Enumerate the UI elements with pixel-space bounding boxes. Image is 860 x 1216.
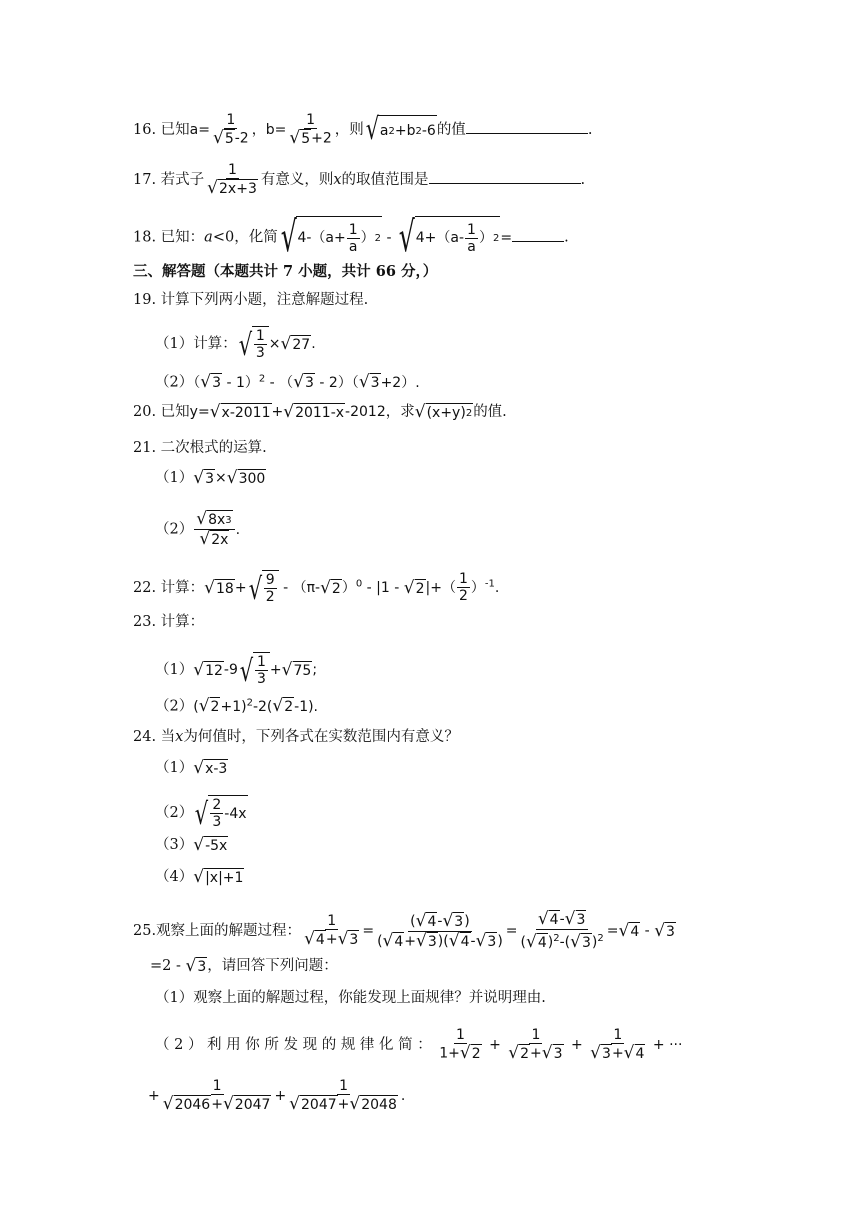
q17-text-1: 若式子	[160, 172, 205, 188]
q16-a-def: a= 1 √ 5 -2 ，b= 1 √ 5 +2	[189, 112, 332, 148]
q24-part-1	[155, 758, 228, 778]
q17-x: x	[333, 172, 342, 188]
q17-text-2: 有意义，则	[260, 172, 334, 188]
q23-part-2-label: （2）	[155, 698, 194, 715]
q25-sqrt3: √ 3	[185, 955, 207, 976]
q18-text-1: 已知：	[160, 229, 205, 246]
q25-line-2-a: =2 -	[150, 958, 186, 974]
q24-part-2	[155, 795, 248, 831]
question-24	[133, 727, 459, 747]
q25-line-2-b: ，请回答下列问题：	[207, 958, 338, 974]
q22-number: 22.	[133, 580, 157, 596]
q25-subquestion-2	[155, 1027, 682, 1063]
q25-line-2	[150, 956, 338, 976]
q18-answer-blank[interactable]	[512, 229, 564, 242]
q19-part-1-label: （1）计算：	[155, 336, 237, 352]
q24-x: x	[175, 729, 184, 745]
q19-part-2-expr: （ √ 3 - 1）$^2$ - （ √ 3 - 2）（ √ 3 +2）.	[193, 372, 420, 393]
q19-part-1	[155, 326, 316, 362]
q25-text-1: 观察上面的解题过程：	[156, 923, 302, 940]
q18-number: 18.	[133, 229, 157, 246]
question-25	[133, 910, 676, 952]
q24-part-2-label: （2）	[155, 805, 194, 821]
q16-text-value: 的值	[436, 122, 466, 138]
q16-expression: √ a 2 +b 2 -6	[365, 111, 436, 147]
q16-text-then: ，则	[334, 122, 364, 138]
q17-text-3: 的取值范围是	[341, 172, 429, 188]
q16-text-known: 已知	[160, 122, 190, 138]
question-17	[133, 162, 585, 198]
q24-text-1: 当	[160, 729, 176, 745]
q20-text-2: ，求	[385, 404, 415, 420]
q20-number: 20.	[133, 404, 157, 420]
q24-part-4-expr: √ |x|+1	[193, 866, 244, 887]
q25-sum-part-1: 1 1+ √ 2 + 1 √ 2 + √ 3 + 1 √ 3 + √ 4 + ···	[439, 1027, 683, 1063]
q24-part-3	[155, 835, 228, 855]
q23-part-2-expr: ( √ 2 +1)$^2$-2( √ 2 -1).	[193, 696, 319, 717]
q25-derivation: 1 √ 4 + √ 3 = ( √ 4 - √ 3 ) ( √ 4 + √ 3 )( √ 4 - √ 3 ) = √ 4 - √ 3 ( √ 4 )$^2$-( √ 3 )$^2$ = √ 4 - √ 3	[304, 909, 675, 953]
question-18	[133, 212, 569, 261]
q21-part-2-label: （2）	[155, 521, 194, 538]
q24-part-1-expr: √ x-3	[193, 757, 228, 778]
q21-part-2	[155, 510, 240, 549]
q21-part-1-label: （1）	[155, 470, 194, 486]
q23-title: 计算：	[160, 614, 205, 630]
q18-a: a	[204, 229, 213, 246]
q23-part-2	[155, 693, 318, 717]
q19-part-1-expr: √ 1 3 × √ 27 .	[238, 328, 316, 363]
q18-period: .	[564, 229, 569, 246]
q20-expression: √ (x+y) 2	[414, 401, 473, 422]
question-22	[133, 570, 499, 606]
q24-number: 24.	[133, 729, 157, 745]
q19-part-2-label: （2）	[155, 374, 194, 391]
section-3-heading: 三、解答题（本题共计 7 小题，共计 66 分，）	[133, 263, 438, 280]
q25-sum-line-2	[148, 1078, 405, 1114]
q23-part-1-label: （1）	[155, 662, 194, 678]
q21-number: 21.	[133, 440, 157, 456]
q19-part-2	[155, 369, 420, 393]
q18-expression: √ 4-（a+ 1 a ） 2 - √ 4+（a- 1 a ） 2 =	[280, 212, 513, 261]
question-23	[133, 612, 204, 632]
q20-text-3: 的值.	[473, 404, 507, 420]
q25-number: 25.	[133, 923, 157, 940]
q16-answer-blank[interactable]	[466, 121, 588, 134]
q24-part-2-expr: √ 2 3 -4x	[194, 797, 247, 832]
q16-number: 16.	[133, 122, 157, 138]
q16-period: .	[587, 122, 593, 138]
question-20	[133, 402, 507, 422]
q19-number: 19.	[133, 292, 157, 308]
q23-part-1	[155, 652, 317, 688]
q21-part-1-expr: √ 3 × √ 300	[193, 467, 266, 488]
q17-period: .	[580, 172, 586, 188]
q24-part-3-expr: √ -5x	[193, 834, 228, 855]
question-21	[133, 438, 267, 458]
q22-text-1: 计算：	[160, 580, 205, 596]
q24-part-3-label: （3）	[155, 837, 194, 853]
q20-text-1: 已知	[160, 404, 190, 420]
question-16	[133, 112, 592, 148]
q24-part-1-label: （1）	[155, 760, 194, 776]
q20-condition: y= √ x-2011 + √ 2011-x -2012	[189, 401, 386, 422]
q24-part-4	[155, 867, 244, 887]
q21-part-1	[155, 468, 266, 488]
q23-part-1-expr: √ 12 -9 √ 1 3 + √ 75 ;	[193, 654, 318, 689]
q21-title: 二次根式的运算.	[160, 440, 267, 456]
q25-subquestion-1: （1）观察上面的解题过程，你能发现上面规律？并说明理由.	[155, 990, 546, 1006]
q17-answer-blank[interactable]	[429, 171, 581, 184]
q17-fraction: 1 √ 2x+3	[207, 162, 257, 198]
q25-sum-part-2: + 1 √ 2046 + √ 2047 + 1 √ 2047 + √ 2048 .	[148, 1078, 406, 1114]
q21-part-2-expr: √ 8x 3 √ 2x .	[196, 509, 241, 549]
q18-text-2: <0，化简	[212, 229, 278, 246]
q25-subquestion-2-text: （ 2 ） 利 用 你 所 发 现 的 规 律 化 简 ：	[155, 1037, 432, 1053]
question-19	[133, 290, 368, 310]
q24-text-2: 为何值时，下列各式在实数范围内有意义？	[183, 729, 459, 745]
q19-title: 计算下列两小题，注意解题过程.	[160, 292, 369, 308]
q23-number: 23.	[133, 614, 157, 630]
q24-part-4-label: （4）	[155, 869, 194, 885]
q22-expression: √ 18 + √ 9 2 - （π- √ 2 ）$^0$ - |1 - √ 2 |+（ $\frac{1}{2}$ ）$^{-1}$.	[204, 571, 500, 607]
q17-number: 17.	[133, 172, 157, 188]
